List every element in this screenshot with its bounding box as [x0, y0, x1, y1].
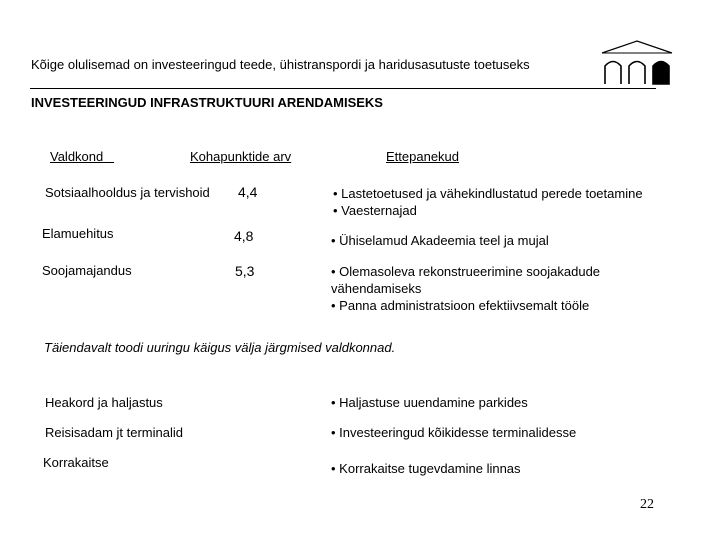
suggestion-line: vähendamiseks: [331, 281, 422, 296]
table-row-area: Soojamajandus: [42, 263, 132, 278]
table-row-area: Elamuehitus: [42, 226, 114, 241]
building-logo-icon: [598, 40, 676, 86]
suggestion-line: • Vaesternajad: [333, 203, 417, 218]
extra-suggestion: • Investeeringud kõikidesse terminalidesse: [331, 425, 577, 440]
table-row-suggestions: [331, 232, 549, 249]
table-row-points: 4,4: [238, 184, 258, 200]
extra-area: Reisisadam jt terminalid: [45, 425, 183, 440]
extra-suggestion: • Korrakaitse tugevdamine linnas: [331, 461, 521, 476]
column-header-area: Valdkond: [50, 149, 115, 164]
page-number: 22: [640, 497, 654, 512]
table-row-area: Sotsiaalhooldus ja tervishoid: [45, 185, 210, 200]
section-title: INVESTEERINGUD INFRASTRUKTUURI ARENDAMISEKS: [31, 95, 383, 110]
table-row-suggestions: [331, 263, 600, 314]
additional-areas-note: Täiendavalt toodi uuringu käigus välja järgmised valdkonnad.: [44, 340, 396, 355]
page-subtitle: Kõige olulisemad on investeeringud teede, ühistranspordi ja haridusasutuste toetuseks: [31, 57, 530, 72]
suggestion-line: • Panna administratsioon efektiivsemalt tööle: [331, 298, 590, 313]
extra-area: Korrakaitse: [43, 455, 109, 470]
suggestion-line: • Olemasoleva rekonstrueerimine soojakadude: [331, 264, 601, 279]
column-header-points: Kohapunktide arv: [190, 149, 292, 164]
table-row-suggestions: [333, 185, 643, 219]
header-divider: [30, 88, 656, 89]
table-row-points: 4,8: [234, 228, 254, 244]
table-row-points: 5,3: [235, 263, 255, 279]
suggestion-line: • Ühiselamud Akadeemia teel ja mujal: [331, 233, 549, 248]
extra-area: Heakord ja haljastus: [45, 395, 163, 410]
suggestion-line: • Lastetoetused ja vähekindlustatud perede toetamine: [333, 186, 643, 201]
column-header-suggestions: Ettepanekud: [386, 149, 460, 164]
extra-suggestion: • Haljastuse uuendamine parkides: [331, 395, 528, 410]
